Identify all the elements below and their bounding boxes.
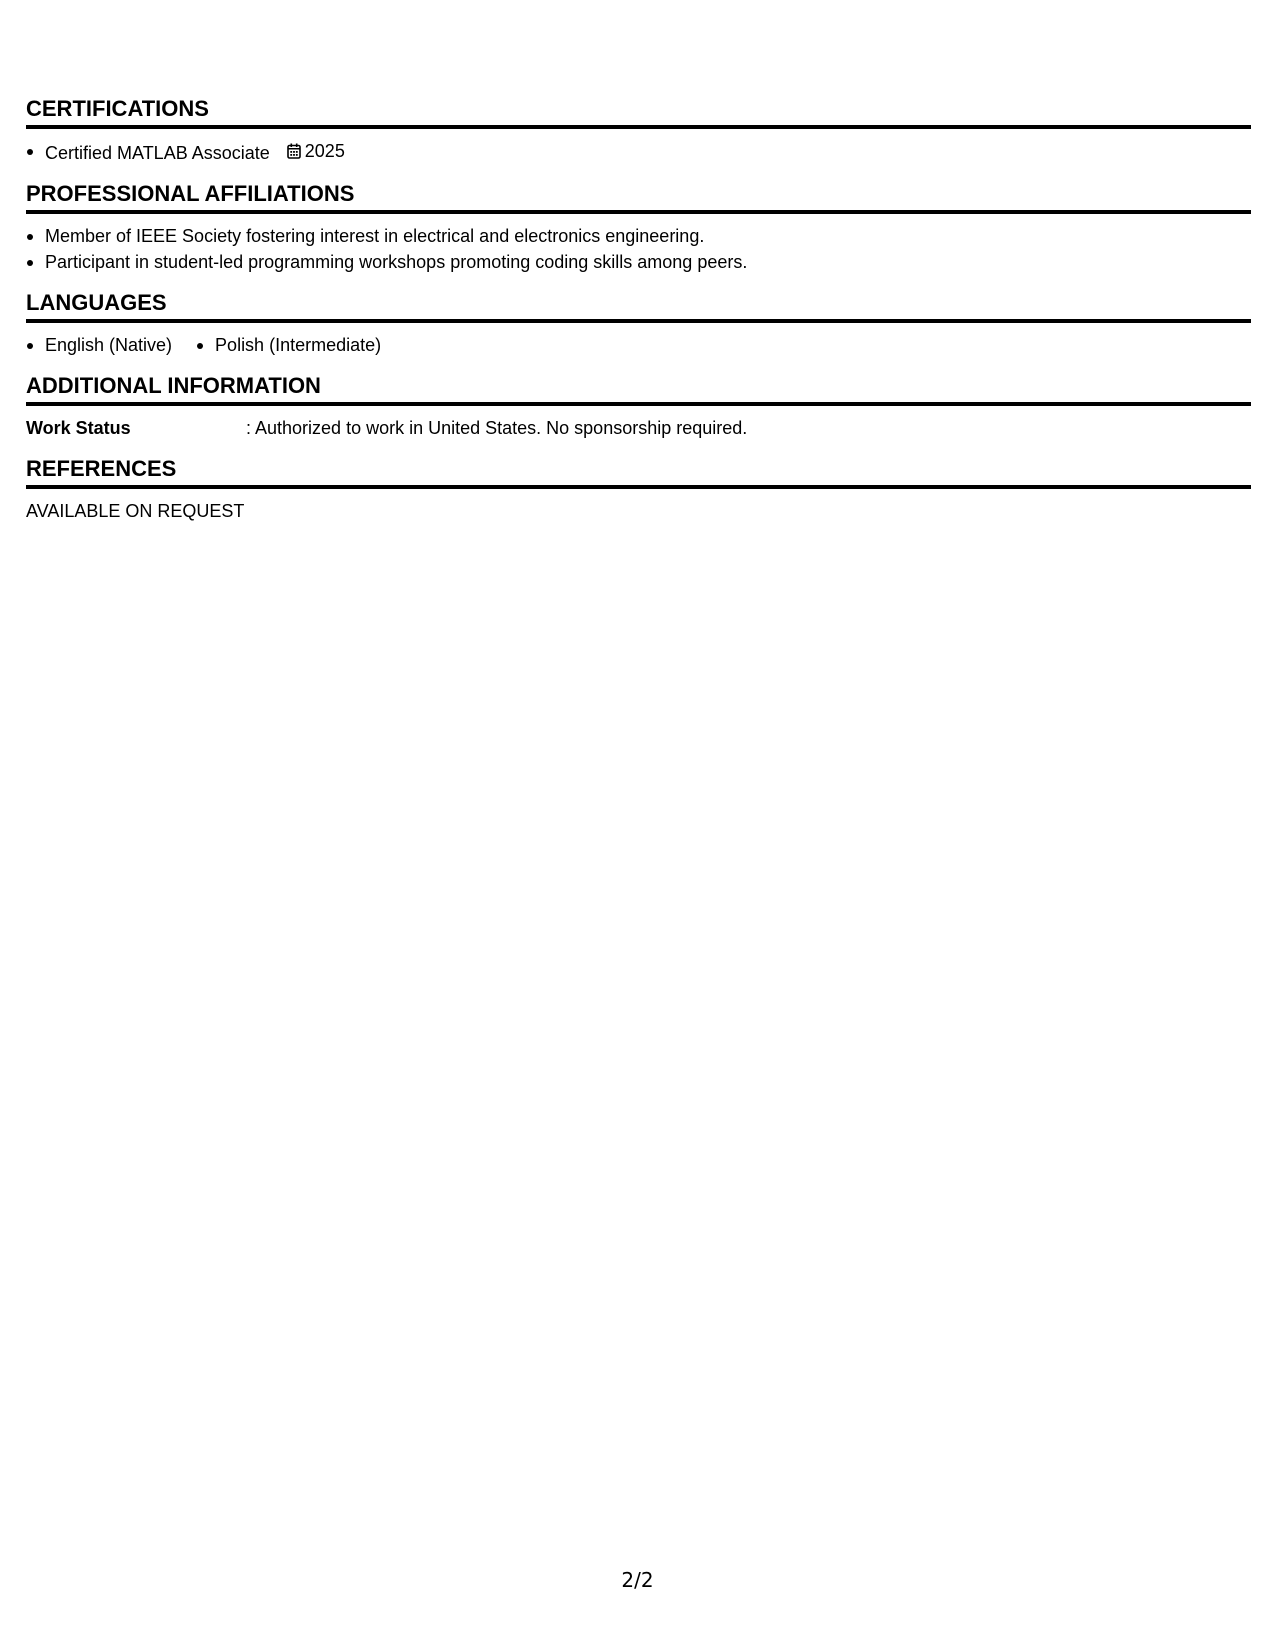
references-section bbox=[26, 456, 1251, 524]
section-title-languages: LANGUAGES bbox=[26, 290, 1251, 323]
calendar-icon bbox=[287, 143, 301, 159]
section-title-references: REFERENCES bbox=[26, 456, 1251, 489]
certification-date bbox=[287, 138, 345, 164]
list-item: Participant in student-led programming workshops promoting coding skills among peers. bbox=[26, 249, 1251, 275]
certifications-list bbox=[26, 138, 1251, 166]
certification-name: Certified MATLAB Associate bbox=[45, 143, 270, 163]
resume-page bbox=[26, 96, 1251, 524]
section-title-certifications: CERTIFICATIONS bbox=[26, 96, 1251, 129]
page-number: 2/2 bbox=[621, 1568, 654, 1592]
list-item: Member of IEEE Society fostering interest in electrical and electronics engineering. bbox=[26, 223, 1251, 249]
section-title-additional-information: ADDITIONAL INFORMATION bbox=[26, 373, 1251, 406]
section-title-affiliations: PROFESSIONAL AFFILIATIONS bbox=[26, 181, 1251, 214]
work-status-value: : Authorized to work in United States. No sponsorship required. bbox=[246, 418, 748, 438]
language-item: Polish (Intermediate) bbox=[196, 332, 381, 358]
languages-list bbox=[26, 332, 1251, 358]
work-status-row bbox=[26, 415, 1251, 441]
list-item bbox=[26, 138, 1251, 166]
affiliations-list bbox=[26, 223, 1251, 275]
work-status-label: Work Status bbox=[26, 418, 131, 438]
language-item: English (Native) bbox=[26, 332, 172, 358]
certification-year: 2025 bbox=[304, 141, 345, 161]
references-text: AVAILABLE ON REQUEST bbox=[26, 501, 245, 521]
affiliations-section bbox=[26, 181, 1251, 275]
languages-section bbox=[26, 290, 1251, 358]
additional-information-section bbox=[26, 373, 1251, 441]
certifications-section bbox=[26, 96, 1251, 166]
